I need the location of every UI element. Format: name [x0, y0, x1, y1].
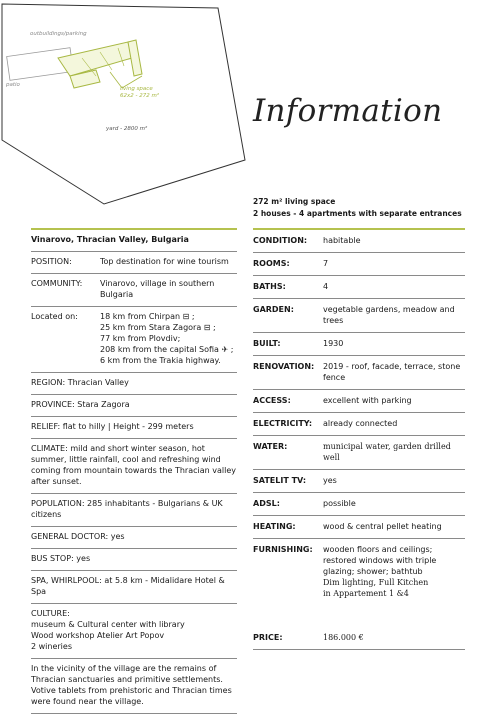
culture-workshop: Wood workshop Atelier Art Popov: [31, 631, 165, 640]
furnishing-line-2: restored windows with triple: [323, 556, 437, 565]
distance-trakia: 6 km from the Trakia highway.: [100, 356, 221, 365]
community-label: COMMUNITY:: [31, 279, 83, 288]
house-sizes-label: 62x2 - 272 m²: [120, 93, 160, 99]
condition-value: habitable: [323, 236, 361, 245]
summary-living-space: 272 m² living space: [253, 197, 336, 206]
condition-row: [253, 228, 465, 253]
bus-stop-row: BUS STOP: yes: [31, 549, 237, 571]
summary: [253, 196, 462, 220]
furnishing-line-1: wooden floors and ceilings;: [323, 545, 433, 554]
electricity-value: already connected: [323, 419, 398, 428]
furnishing-row: [253, 539, 465, 605]
location-column: [31, 228, 237, 714]
heating-row: [253, 516, 465, 539]
property-column: [253, 228, 465, 650]
position-label: POSITION:: [31, 257, 72, 266]
renovation-row: [253, 356, 465, 390]
summary-houses: 2 houses - 4 apartments with separate entrances: [253, 209, 462, 218]
satelit-row: [253, 470, 465, 493]
doctor-row: GENERAL DOCTOR: yes: [31, 527, 237, 549]
furnishing-line-4: Dim lighting, Full Kitchen: [323, 578, 429, 587]
price-label: PRICE:: [253, 633, 283, 642]
furnishing-value: [323, 544, 465, 599]
population-row: POPULATION: 285 inhabitants - Bulgarians & UK citizens: [31, 494, 237, 527]
vicinity-row: In the vicinity of the village are the remains of Thracian sanctuaries and primitive settlements. Votive tablets from prehistoric and Thracian times were found near the village.: [31, 659, 237, 714]
satelit-value: yes: [323, 476, 337, 485]
price-row: [253, 627, 465, 650]
province-row: PROVINCE: Stara Zagora: [31, 395, 237, 417]
rooms-value: 7: [323, 259, 329, 268]
garden-label: GARDEN:: [253, 305, 294, 314]
culture-wineries: 2 wineries: [31, 642, 72, 651]
access-label: ACCESS:: [253, 396, 291, 405]
adsl-row: [253, 493, 465, 516]
adsl-value: possible: [323, 499, 356, 508]
furnishing-line-3: glazing; shower; bathtub: [323, 567, 423, 576]
built-row: [253, 333, 465, 356]
distance-chirpan: 18 km from Chirpan ⊟ ;: [100, 312, 195, 321]
water-value: municipal water, garden drilled well: [323, 442, 451, 462]
spa-row: SPA, WHIRLPOOL: at 5.8 km - Midalidare Hotel & Spa: [31, 571, 237, 604]
climate-row: CLIMATE: mild and short winter season, hot summer, little rainfall, cool and refreshing wind coming from mountain towards the Thracian valley after sunset.: [31, 439, 237, 494]
position-row: [31, 252, 237, 274]
garden-value: vegetable gardens, meadow and trees: [323, 305, 455, 325]
rooms-row: [253, 253, 465, 276]
living-space-label: living space: [120, 86, 153, 92]
electricity-label: ELECTRICITY:: [253, 419, 313, 428]
built-value: 1930: [323, 339, 344, 348]
heating-label: HEATING:: [253, 522, 296, 531]
distance-plovdiv: 77 km from Plovdiv;: [100, 334, 181, 343]
baths-value: 4: [323, 282, 329, 291]
price-value: 186.000 €: [323, 633, 364, 642]
yard-label: yard - 2800 m²: [106, 126, 148, 132]
site-plan: [0, 0, 250, 205]
condition-label: CONDITION:: [253, 236, 308, 245]
access-value: excellent with parking: [323, 396, 412, 405]
relief-row: RELIEF: flat to hilly | Height - 299 meters: [31, 417, 237, 439]
renovation-value: 2019 - roof, facade, terrace, stone fence: [323, 362, 461, 382]
community-value: Vinarovo, village in southern Bulgaria: [100, 279, 215, 299]
culture-museum: museum & Cultural center with library: [31, 620, 185, 629]
located-list: [100, 311, 237, 366]
access-row: [253, 390, 465, 413]
location-title: Vinarovo, Thracian Valley, Bulgaria: [31, 228, 237, 252]
water-row: [253, 436, 465, 470]
region-row: REGION: Thracian Valley: [31, 373, 237, 395]
heating-value: wood & central pellet heating: [323, 522, 442, 531]
distance-sofia: 208 km from the capital Sofia ✈ ;: [100, 345, 234, 354]
satelit-label: SATELIT TV:: [253, 476, 307, 485]
baths-row: [253, 276, 465, 299]
built-label: BUILT:: [253, 339, 281, 348]
outbuildings-label: outbuildings/parking: [30, 31, 87, 37]
electricity-row: [253, 413, 465, 436]
culture-label: CULTURE:: [31, 609, 70, 618]
patio-label: patio: [6, 82, 20, 88]
furnishing-line-5: in Appartement 1 &4: [323, 589, 409, 598]
distance-stara-zagora: 25 km from Stara Zagora ⊟ ;: [100, 323, 216, 332]
furnishing-label: FURNISHING:: [253, 545, 313, 554]
garden-row: [253, 299, 465, 333]
renovation-label: RENOVATION:: [253, 362, 315, 371]
community-row: [31, 274, 237, 307]
adsl-label: ADSL:: [253, 499, 280, 508]
rooms-label: ROOMS:: [253, 259, 290, 268]
culture-row: [31, 604, 237, 659]
baths-label: BATHS:: [253, 282, 286, 291]
water-label: WATER:: [253, 442, 288, 451]
position-value: Top destination for wine tourism: [100, 257, 229, 266]
located-label: Located on:: [31, 312, 78, 321]
page-title: Information: [253, 93, 443, 129]
located-row: [31, 307, 237, 373]
